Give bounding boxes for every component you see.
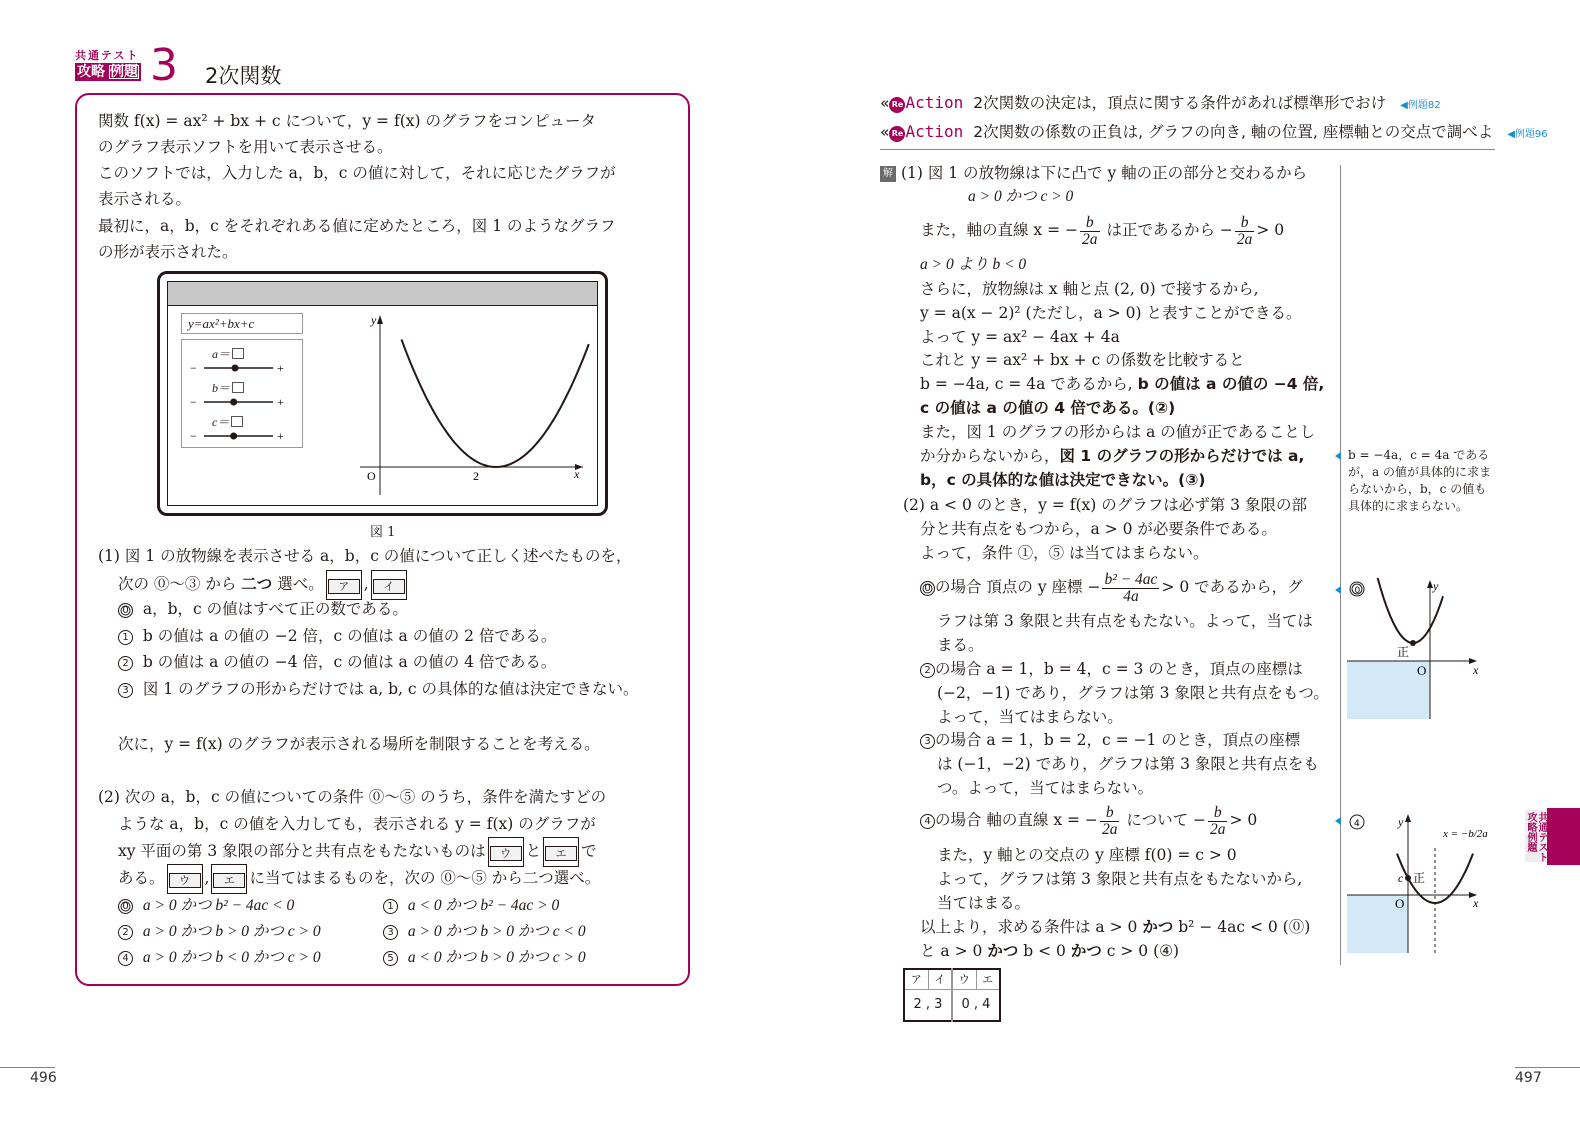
case-2-line-3: よって，当てはまらない。 [937, 708, 1123, 726]
re-icon: Re [889, 97, 905, 113]
section-badge [75, 50, 147, 81]
vertex-x-label: 2 [473, 469, 479, 483]
sol-line-13: b，c の具体的な値は決定できない。(③) [920, 471, 1206, 489]
sol-line-6: y = a(x − 2)² (ただし，a > 0) と表すことができる。 [920, 304, 1302, 322]
badge-box-label: 攻略 [77, 64, 105, 80]
case-2-line-1: 2 の場合 a = 1，b = 4，c = 3 のとき，頂点の座標は [920, 656, 1303, 682]
axis-label: x = −b/2a [1443, 828, 1488, 840]
q1-option-0: 0 a，b，c の値はすべて正の数である。 [118, 596, 408, 622]
slider-plus: + [277, 361, 284, 375]
kai-badge: 解 [880, 166, 896, 182]
pointer-icon [1335, 817, 1341, 825]
q1-line-1: (1) 図 1 の放物線を表示させる a，b，c の値について正しく述べたものを， [98, 547, 632, 565]
reaction-2: « Re Action 2次関数の係数の正負は, グラフの向き, 軸の位置, 座標軸との交点で調べよ ◀例題96 [880, 122, 1548, 141]
intro-line-4: 表示される。 [98, 190, 192, 208]
page-number-right: 497 [1515, 1070, 1542, 1086]
x-label: x [1473, 663, 1479, 677]
answer-header: エ [976, 969, 1000, 989]
sol-line-2: a > 0 かつ c > 0 [968, 188, 1074, 205]
sol-line-1: 解 (1) 図 1 の放物線は下に凸で y 軸の正の部分と交わるから [880, 160, 1307, 186]
sol-line-9: b = −4a, c = 4a であるから, b の値は a の値の −4 倍, [920, 375, 1325, 393]
page-number-left: 496 [30, 1070, 57, 1086]
q2-option-3: 3 a > 0 かつ b > 0 かつ c < 0 [383, 918, 586, 945]
figure1-titlebar [168, 282, 597, 306]
slider-plus: + [277, 429, 284, 443]
q1-option-2: 2 b の値は a の値の −4 倍，c の値は a の値の 4 倍である。 [118, 649, 556, 675]
summary-line-1: 以上より，求める条件は a > 0 かつ b² − 4ac < 0 (⓪) [920, 918, 1311, 936]
slider-c-label: c＝ [212, 413, 243, 430]
x-axis-label: x [574, 467, 580, 481]
answer-table [903, 968, 1001, 1022]
case-3-line-3: つ。よって，当てはまらない。 [937, 779, 1154, 797]
y-label: y [1433, 579, 1439, 593]
q2-line-3: xy 平面の第 3 象限の部分と共有点をもたないものは ウ と エ で [118, 837, 597, 867]
sol-line-11: また，図 1 のグラフの形からは a の値が正であることし [920, 423, 1316, 441]
sol-line-12: か分からないから，図 1 のグラフの形からだけでは a, [920, 447, 1305, 465]
slider-minus: − [190, 395, 197, 409]
svg-text:4: 4 [1354, 819, 1360, 829]
sol-line-15: 分と共有点をもつから，a > 0 が必要条件である。 [920, 520, 1277, 538]
slider-a-label: a＝ [212, 345, 244, 362]
sol-line-8: これと y = ax² + bx + c の係数を比較すると [920, 351, 1245, 369]
q2-option-5: 5 a < 0 かつ b > 0 かつ c > 0 [383, 944, 586, 971]
side-tab[interactable] [1547, 808, 1580, 865]
side-tab-label: 共通テスト攻略例題 [1525, 812, 1547, 862]
equation-field: y=ax²+bx+c [181, 313, 303, 334]
intro-line-6: の形が表示された。 [98, 243, 238, 261]
case-4-line-2: また，y 軸との交点の y 座標 f(0) = c > 0 [937, 846, 1237, 864]
answer-box-u: ウ [488, 837, 524, 867]
parabola-curve [402, 340, 589, 468]
answer-header: ウ [952, 969, 976, 989]
sol-line-3: また，軸の直線 x = − $\frac{b}{2a}$ は正であるから − $\frac{b}{2a}$ > 0 [920, 213, 1285, 248]
q2-option-0: 0 a > 0 かつ b² − 4ac < 0 [118, 892, 294, 919]
case-3-line-2: は (−1，−2) であり，グラフは第 3 象限と共有点をも [937, 755, 1319, 773]
q2-option-2: 2 a > 0 かつ b > 0 かつ c > 0 [118, 918, 321, 945]
pointer-icon [1335, 586, 1341, 594]
answer-box-i: イ [371, 570, 407, 600]
q1-line-2: 次の ⓪〜③ から 二つ 選べ。 ア , イ [118, 570, 409, 600]
case-0-line-1: 0 の場合 頂点の y 座標 − $\frac{\text{b² − 4ac}}{4a}$ > 0 であるから，グ [920, 568, 1303, 606]
badge-small-label: 共通テスト [75, 49, 140, 62]
q1-option-1: 1 b の値は a の値の −2 倍，c の値は a の値の 2 倍である。 [118, 623, 556, 649]
intro-line-5: 最初に，a，b，c をそれぞれある値に定めたところ，図 1 のようなグラフ [98, 217, 616, 235]
sol-line-4: a > 0 より b < 0 [920, 256, 1027, 273]
case-2-line-2: (−2，−1) であり，グラフは第 3 象限と共有点をもつ。 [937, 684, 1329, 702]
answer-value: 0 , 4 [952, 989, 1000, 1021]
q2-line-1: (2) 次の a，b，c の値についての条件 ⓪〜⑤ のうち，条件を満たすどの [98, 788, 607, 806]
case-4-line-3: よって，グラフは第 3 象限と共有点をもたないから, [937, 870, 1303, 888]
re-icon: Re [889, 126, 905, 142]
sol-line-10: c の値は a の値の 4 倍である。(②) [920, 399, 1176, 417]
answer-header: イ [928, 969, 952, 989]
footer-rule-right [1515, 1067, 1580, 1068]
vertex-point [1410, 640, 1416, 646]
case-0-line-3: まる。 [937, 636, 984, 654]
side-figure-0 [1345, 578, 1490, 723]
sol-line-7: よって y = ax² − 4ax + 4a [920, 328, 1120, 346]
origin-label: O [1395, 896, 1405, 911]
slider-b-label: b＝ [212, 379, 244, 396]
answer-box-a: ア [326, 570, 362, 600]
summary-line-2: と a > 0 かつ b < 0 かつ c > 0 (④) [920, 942, 1180, 960]
sol-line-5: さらに，放物線は x 軸と点 (2, 0) で接するから, [920, 280, 1259, 298]
answer-box-e2: エ [211, 864, 247, 894]
case-3-line-1: 3 の場合 a = 1，b = 2，c = −1 のとき，頂点の座標 [920, 727, 1300, 753]
q2-option-4: 4 a > 0 かつ b < 0 かつ c > 0 [118, 944, 321, 971]
y-intercept-point [1405, 875, 1411, 881]
answer-header: ア [904, 969, 928, 989]
footer-rule-left [0, 1067, 55, 1068]
origin-label: O [1417, 663, 1427, 678]
answer-box-u2: ウ [167, 864, 203, 894]
slider-handle[interactable] [230, 433, 237, 440]
c-label: c [1398, 871, 1404, 885]
example-number: 3 [150, 40, 178, 91]
q2-line-4: ある。 ウ , エ に当てはまるものを，次の ⓪〜⑤ から二つ選べ。 [118, 864, 600, 894]
case-0-line-2: ラフは第 3 象限と共有点をもたない。よって，当ては [937, 612, 1313, 630]
vertex-label: 正 [1397, 645, 1410, 659]
side-note: b = −4a，c = 4a であるが，a の値が具体的に求まらないから，b，c の値も具体的に求まらない。 [1348, 448, 1491, 513]
origin-label: O [367, 469, 376, 483]
sliders-svg [182, 340, 304, 449]
pointer-icon [1335, 452, 1341, 460]
q2-option-1: 1 a < 0 かつ b² − 4ac > 0 [383, 892, 559, 919]
q1-option-3: 3 図 1 のグラフの形からだけでは a, b, c の具体的な値は決定できない。 [118, 676, 638, 702]
figure1-graph [355, 310, 590, 500]
slider-handle[interactable] [232, 365, 239, 372]
q2-line-2: ような a，b，c の値を入力しても，表示される y = f(x) のグラフが [118, 815, 596, 833]
slider-panel [181, 339, 303, 448]
intro-line-1: 関数 f(x) = ax² + bx + c について，y = f(x) のグラフをコンピュータ [98, 112, 596, 130]
answer-box-e: エ [543, 837, 579, 867]
sol-line-14: (2) a < 0 のとき，y = f(x) のグラフは必ず第 3 象限の部 [903, 496, 1307, 514]
badge-box-label2: 例題 [107, 63, 141, 81]
transition-text: 次に，y = f(x) のグラフが表示される場所を制限することを考える。 [118, 735, 600, 753]
sol-line-16: よって，条件 ①，⑤ は当てはまらない。 [920, 544, 1209, 562]
intro-line-3: このソフトでは，入力した a，b，c の値に対して，それに応じたグラフが [98, 164, 616, 182]
page-title: 2次関数 [205, 64, 282, 88]
header-rule [880, 149, 1495, 150]
case-4-line-4: 当てはまる。 [937, 894, 1031, 912]
reference-link[interactable]: ◀例題82 [1400, 100, 1441, 111]
slider-minus: − [190, 361, 197, 375]
slider-plus: + [277, 395, 284, 409]
y-axis-arrow [377, 315, 383, 324]
side-figure-4 [1345, 810, 1490, 960]
figure1-caption: 図 1 [370, 525, 396, 540]
slider-minus: − [190, 429, 197, 443]
intro-line-2: のグラフ表示ソフトを用いて表示させる。 [98, 138, 393, 156]
case-4-line-1: 4 の場合 軸の直線 x = − $\frac{b}{2a}$ について − $\frac{b}{2a}$ > 0 [920, 802, 1257, 838]
reaction-1: « Re Action 2次関数の決定は，頂点に関する条件があれば標準形でおけ ◀例題82 [880, 93, 1441, 112]
x-label: x [1473, 896, 1479, 910]
slider-handle[interactable] [230, 399, 237, 406]
y-label: y [1398, 815, 1404, 829]
svg-text:0: 0 [1354, 586, 1361, 596]
answer-value: 2 , 3 [904, 989, 952, 1021]
y-axis-label: y [371, 313, 377, 327]
margin-rule [1340, 165, 1341, 965]
reference-link[interactable]: ◀例題96 [1507, 129, 1548, 140]
pos-label: 正 [1413, 871, 1426, 885]
